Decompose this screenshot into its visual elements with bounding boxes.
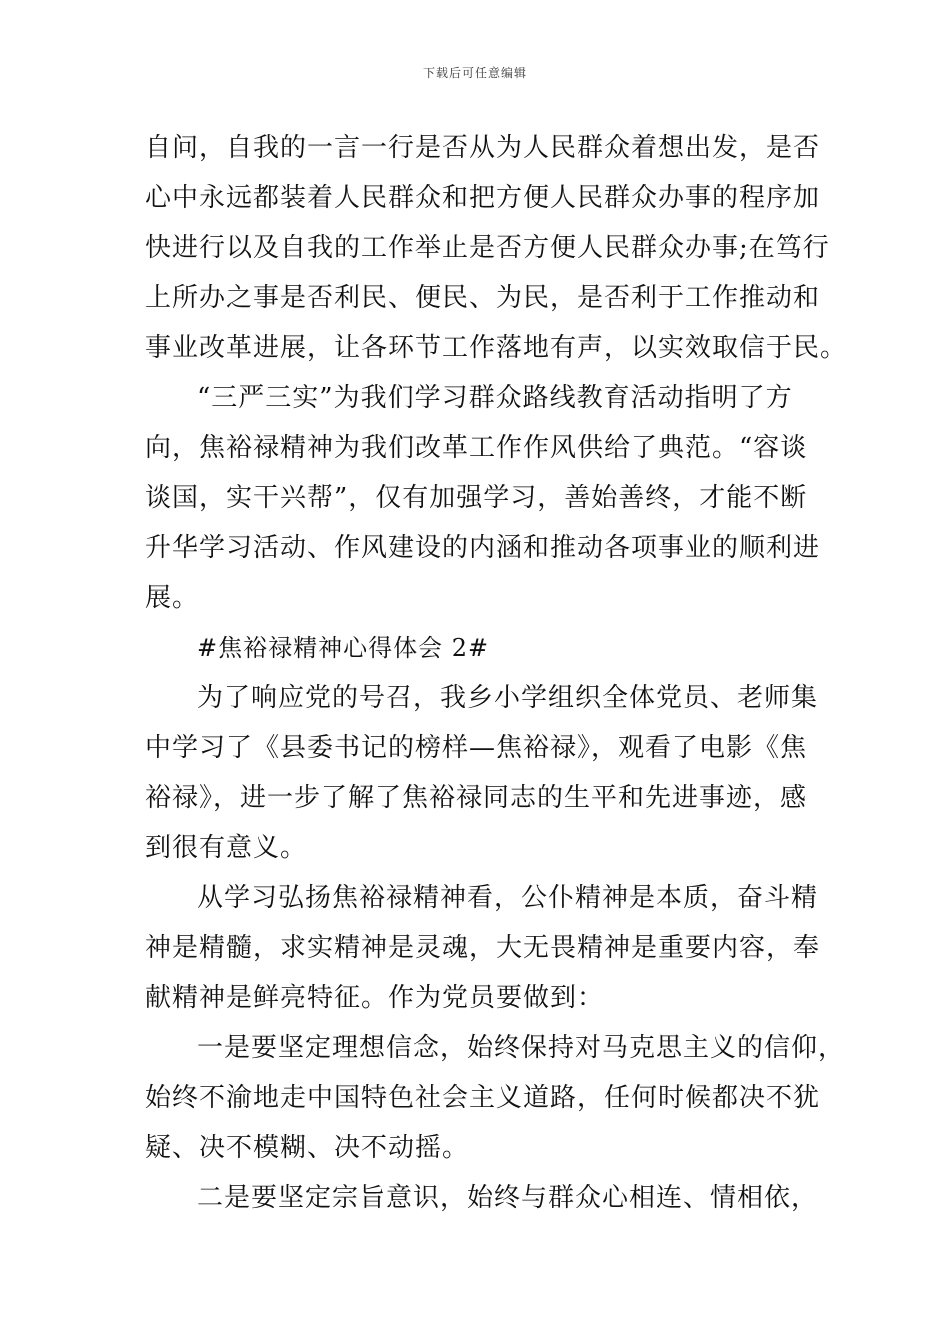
text-line: 中学习了《县委书记的榜样—焦裕禄》，观看了电影《焦	[145, 733, 808, 763]
text-line: 快进行以及自我的工作举止是否方便人民群众办事;在笃行	[145, 233, 830, 263]
page-header: 下载后可任意编辑	[422, 66, 527, 80]
text-line: 上所办之事是否利民、便民、为民，是否利于工作推动和	[145, 283, 821, 313]
text-line: “三严三实”为我们学习群众路线教育活动指明了方	[197, 383, 793, 413]
text-line: 事业改革进展，让各环节工作落地有声，以实效取信于民。	[145, 333, 848, 363]
text-line: 到很有意义。	[145, 833, 308, 863]
text-line: 一是要坚定理想信念，始终保持对马克思主义的信仰，	[197, 1033, 846, 1063]
text-line: 裕禄》，进一步了解了焦裕禄同志的生平和先进事迹，感	[145, 783, 808, 813]
text-line: 自问，自我的一言一行是否从为人民群众着想出发，是否	[145, 133, 821, 163]
text-line: 为了响应党的号召，我乡小学组织全体党员、老师集	[197, 683, 819, 713]
document-body	[145, 123, 848, 1223]
text-line: 始终不渝地走中国特色社会主义道路，任何时候都决不犹	[145, 1083, 821, 1113]
text-line: 疑、决不模糊、决不动摇。	[145, 1133, 470, 1163]
text-line: 向，焦裕禄精神为我们改革工作作风供给了典范。“容谈	[145, 433, 808, 463]
text-line: 神是精髓，求实精神是灵魂，大无畏精神是重要内容，奉	[145, 933, 821, 963]
text-line: 升华学习活动、作风建设的内涵和推动各项事业的顺利进	[145, 533, 821, 563]
text-line: 从学习弘扬焦裕禄精神看，公仆精神是本质，奋斗精	[197, 883, 819, 913]
text-line: 献精神是鲜亮特征。作为党员要做到：	[145, 983, 605, 1013]
text-line: 展。	[145, 583, 200, 613]
text-line: 谈国，实干兴帮”，仅有加强学习，善始善终，才能不断	[145, 483, 808, 513]
text-line: 心中永远都装着人民群众和把方便人民群众办事的程序加	[145, 183, 821, 213]
text-line: 二是要坚定宗旨意识，始终与群众心相连、情相依，	[197, 1183, 819, 1213]
section-heading: #焦裕禄精神心得体会 2#	[197, 634, 490, 662]
